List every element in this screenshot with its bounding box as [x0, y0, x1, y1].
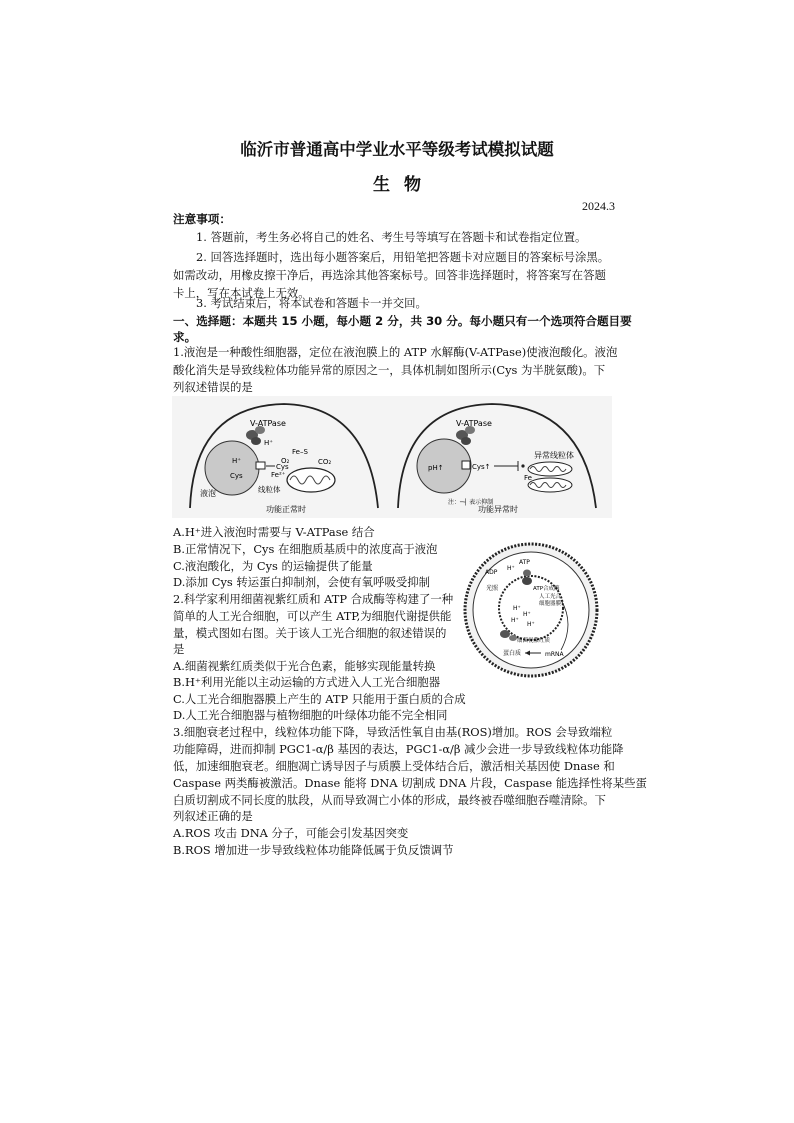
rhodopsin-label: 细菌视紫红质: [517, 638, 551, 644]
adp-label: ADP: [485, 569, 498, 576]
organelle-label-2: 细胞器膜: [539, 601, 562, 607]
q1-option-a: A.H⁺进入液泡时需要与 V-ATPase 结合: [173, 525, 375, 539]
fe-label-right: Fe: [524, 474, 532, 482]
exam-title: 临沂市普通高中学业水平等级考试模拟试题: [240, 140, 554, 159]
q2-stem-line: 量，模式图如右图。关于该人工光合细胞的叙述错误的: [173, 626, 447, 640]
organelle-label-1: 人工光合: [539, 594, 562, 600]
o2-label: O₂: [281, 457, 290, 465]
q2-option-c: C.人工光合细胞器膜上产生的 ATP 只能用于蛋白质的合成: [173, 692, 466, 706]
cys-transporter: [256, 462, 265, 469]
subject-title: 生物: [373, 175, 435, 195]
fe-s-label: Fe–S: [292, 448, 308, 456]
h-ion-label: H⁺: [264, 439, 273, 447]
q1-option-b: B.正常情况下，Cys 在细胞质基质中的浓度高于液泡: [173, 542, 438, 556]
q2-option-d: D.人工光合细胞器与植物细胞的叶绿体功能不完全相同: [173, 708, 448, 722]
q1-option-c: C.液泡酸化，为 Cys 的运输提供了能量: [173, 559, 373, 573]
q3-option-a: A.ROS 攻击 DNA 分子，可能会引发基因突变: [173, 826, 409, 840]
cys-up-label: Cys↑: [472, 463, 491, 471]
fe-dot: [521, 464, 524, 467]
synthase-label: ATP合成酶: [533, 586, 560, 592]
q2-stem-line: 简单的人工光合细胞，可以产生 ATP,为细胞代谢提供能: [173, 609, 452, 623]
protein-label: 蛋白质: [503, 650, 522, 657]
h-ion-vacuole-label: H⁺: [232, 457, 241, 465]
q1-figure: [172, 396, 612, 518]
notice-item: 卡上，写在本试卷上无效。: [173, 286, 310, 300]
q2-option-a: A.细菌视紫红质类似于光合色素，能够实现能量转换: [173, 659, 436, 673]
figure-legend: 注：─┤ 表示抑制: [448, 499, 494, 506]
q1-stem-line: 列叙述错误的是: [173, 380, 253, 394]
notice-item: 2. 回答选择题时，选出每小题答案后，用铅笔把答题卡对应题目的答案标号涂黑。: [196, 250, 610, 264]
svg-text:H⁺: H⁺: [513, 605, 521, 612]
light-label: 光照: [486, 585, 499, 592]
notice-heading: 注意事项：: [173, 212, 231, 226]
q3-stem-line: Caspase 两类酶被激活。Dnase 能将 DNA 切割成 DNA 片段，Caspase 能选择性将某些蛋: [173, 776, 647, 790]
q3-stem-line: 功能障碍，进而抑制 PGC1-α/β 基因的表达，PGC1-α/β 减少会进一步导致线粒体功能降: [173, 742, 624, 756]
section-heading: 一、选择题：本题共 15 小题，每小题 2 分，共 30 分。每小题只有一个选项符合题目要: [173, 314, 632, 328]
exam-date: 2024.3: [582, 199, 615, 213]
mitochondrion-normal: [287, 468, 335, 492]
notice-item: 3. 考试结束后，将本试卷和答题卡一并交回。: [196, 296, 427, 310]
vacuole-label: 液泡: [200, 489, 216, 498]
q2-stem-line: 是: [173, 642, 185, 656]
abnormal-mito-label: 异常线粒体: [534, 451, 574, 460]
mrna-label: mRNA: [545, 651, 564, 658]
q3-option-b: B.ROS 增加进一步导致线粒体功能降低属于负反馈调节: [173, 843, 454, 857]
q3-stem-line: 列叙述正确的是: [173, 809, 253, 823]
enzyme-label-right: V-ATPase: [456, 419, 492, 428]
caption-abnormal: 功能异常时: [478, 505, 518, 514]
q2-option-b: B.H⁺利用光能以主动运输的方式进入人工光合细胞器: [173, 675, 441, 689]
enzyme-label-left: V-ATPase: [250, 419, 286, 428]
q1-stem-line: 酸化消失是导致线粒体功能异常的原因之一，具体机制如图所示(Cys 为半胱氨酸)。下: [173, 363, 606, 377]
svg-text:H⁺: H⁺: [527, 621, 535, 628]
h-label-top: H⁺: [507, 565, 515, 572]
q2-stem-line: 2.科学家利用细菌视紫红质和 ATP 合成酶等构建了一种: [173, 592, 454, 606]
svg-text:H⁺: H⁺: [523, 611, 531, 618]
q3-stem-line: 3.细胞衰老过程中，线粒体功能下降，导致活性氧自由基(ROS)增加。ROS 会导致端粒: [173, 725, 613, 739]
notice-item: 如需改动，用橡皮擦干净后，再选涂其他答案标号。回答非选择题时，将答案写在答题: [173, 268, 606, 282]
mito-label: 线粒体: [258, 485, 281, 494]
q3-stem-line: 低，加速细胞衰老。细胞凋亡诱导因子与质膜上受体结合后，激活相关基因使 Dnase 和: [173, 759, 615, 773]
co2-label: CO₂: [318, 458, 332, 466]
section-heading-cont: 求。: [173, 330, 197, 344]
cys-out-label: Cys: [276, 463, 289, 471]
q1-stem-line: 1.液泡是一种酸性细胞器，定位在液泡膜上的 ATP 水解酶(V-ATPase)使液泡酸化。液泡: [173, 345, 618, 359]
cys-transporter-blocked: [462, 461, 470, 469]
notice-item: 1. 答题前，考生务必将自己的姓名、考生号等填写在答题卡和试卷指定位置。: [196, 230, 587, 244]
ph-label: pH↑: [428, 464, 444, 472]
fe-label-left: Fe²⁺: [271, 471, 286, 479]
caption-normal: 功能正常时: [266, 505, 306, 514]
q3-stem-line: 白质切割成不同长度的肽段，从而导致凋亡小体的形成，最终被吞噬细胞吞噬清除。下: [173, 793, 606, 807]
svg-text:H⁺: H⁺: [511, 617, 519, 624]
vacuole: [205, 441, 259, 495]
cys-vacuole-label: Cys: [230, 472, 243, 480]
atp-label: ATP: [519, 559, 530, 566]
q1-option-d: D.添加 Cys 转运蛋白抑制剂，会使有氧呼吸受抑制: [173, 575, 431, 589]
